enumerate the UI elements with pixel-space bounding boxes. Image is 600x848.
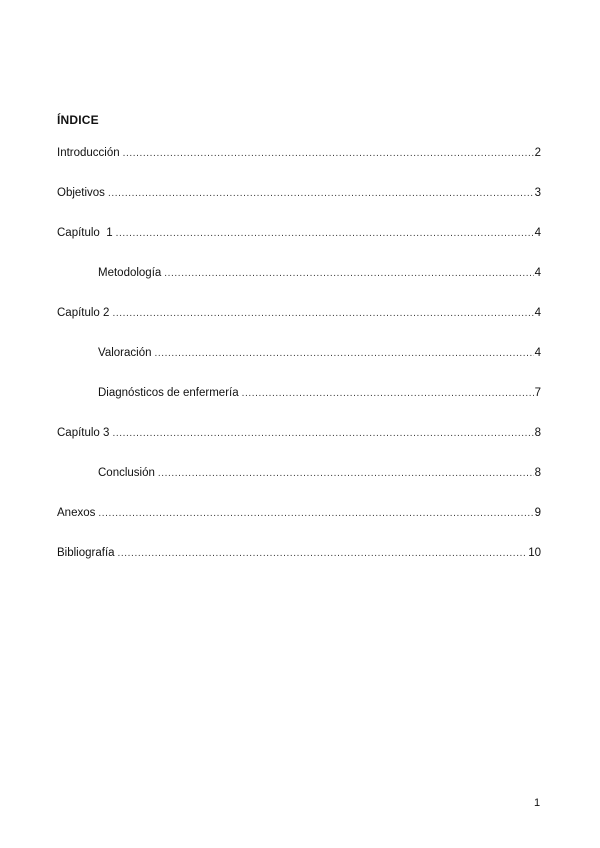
dot-leader: [123, 146, 534, 162]
toc-entry-label: Introducción: [57, 147, 120, 159]
toc-entry-label: Bibliografía: [57, 547, 115, 559]
toc-entry-introduccion[interactable]: [57, 145, 541, 185]
dot-leader: [118, 546, 528, 562]
toc-entry-objetivos[interactable]: [57, 185, 541, 225]
toc-entry-label: Capítulo 1: [57, 227, 113, 239]
dot-leader: [98, 506, 533, 522]
toc-entry-label: Conclusión: [98, 467, 155, 479]
toc-entry-anexos[interactable]: [57, 505, 541, 545]
toc-entry-page-number: 4: [534, 347, 541, 359]
toc-entry-label: Anexos: [57, 507, 96, 519]
footer-page-number: 1: [534, 797, 541, 809]
toc-entry-page-number: 3: [534, 187, 541, 199]
dot-leader: [155, 346, 534, 362]
toc-entry-capitulo-1[interactable]: [57, 225, 541, 265]
toc-entry-diagnosticos[interactable]: [57, 385, 541, 425]
toc-entry-page-number: 4: [534, 307, 541, 319]
toc-title: ÍNDICE: [57, 113, 99, 127]
toc-entry-page-number: 2: [534, 147, 541, 159]
toc-entry-page-number: 4: [534, 267, 541, 279]
toc-entry-label: Metodología: [98, 267, 162, 279]
toc-entry-label: Diagnósticos de enfermería: [98, 387, 239, 399]
toc-entry-page-number: 8: [534, 427, 541, 439]
dot-leader: [116, 226, 534, 242]
dot-leader: [112, 306, 533, 322]
toc-entry-page-number: 8: [534, 467, 541, 479]
toc-entry-capitulo-3[interactable]: [57, 425, 541, 465]
toc-entry-valoracion[interactable]: [57, 345, 541, 385]
dot-leader: [164, 266, 533, 282]
toc-entry-page-number: 4: [534, 227, 541, 239]
dot-leader: [242, 386, 534, 402]
toc-entry-label: Objetivos: [57, 187, 105, 199]
toc-entry-capitulo-2[interactable]: [57, 305, 541, 345]
toc-entry-conclusion[interactable]: [57, 465, 541, 505]
toc-entry-page-number: 7: [534, 387, 541, 399]
table-of-contents: [57, 145, 541, 585]
toc-entry-metodologia[interactable]: [57, 265, 541, 305]
dot-leader: [112, 426, 533, 442]
dot-leader: [108, 186, 534, 202]
toc-entry-label: Capítulo 3: [57, 427, 110, 439]
toc-entry-page-number: 9: [534, 507, 541, 519]
dot-leader: [158, 466, 534, 482]
toc-entry-bibliografia[interactable]: [57, 545, 541, 585]
toc-entry-label: Valoración: [98, 347, 152, 359]
toc-entry-page-number: 10: [528, 547, 541, 559]
toc-entry-label: Capítulo 2: [57, 307, 110, 319]
